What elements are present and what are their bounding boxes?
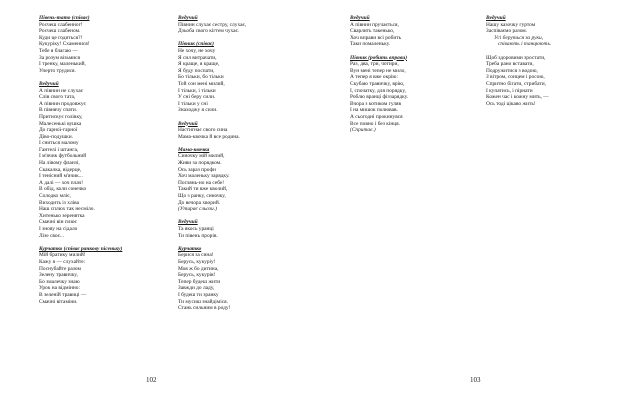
verse-line: Скубаю травичку, врію, — [350, 80, 405, 87]
verse-line: І на мишок полював. — [350, 107, 398, 114]
stanza-gap — [39, 74, 122, 81]
verse-line: Бо змалечку знаю — [39, 278, 80, 285]
verse-line: Синочку мій милий, — [178, 153, 225, 160]
verse-line: Росчеш слабеном. — [39, 28, 81, 35]
verse-line: Зелену травичку, — [39, 272, 78, 279]
verse-line: Півнин слухає сестру, слухає, — [178, 21, 247, 28]
verse-line: Не хочу, не хочу — [178, 47, 216, 54]
verse-line: Подружитися з водою, — [486, 67, 538, 74]
verse-line: Сварлить такенько, — [350, 28, 395, 35]
verse-line: Хитенько зеренятка — [39, 212, 85, 219]
verse-line: Спритно бігати, стрибати, — [486, 80, 546, 87]
column-2 — [178, 15, 246, 312]
verse-line: В обід, коли сонечко — [39, 186, 87, 193]
verse-line: Мій братику милий! — [39, 252, 86, 259]
stanza-gap — [350, 48, 408, 55]
verse-line: Той сон мені милий, — [178, 80, 225, 87]
verse-line: Таки помаленьку. — [350, 41, 391, 48]
verse-line: А півнин продовжує — [39, 100, 86, 107]
column-1 — [39, 15, 122, 305]
stage-note: Усі беруться за руки, — [494, 34, 544, 41]
page-number-left: 102 — [146, 376, 157, 384]
verse-line: І будеш ти зранку — [178, 291, 219, 298]
verse-line: А півнин не слухає — [39, 87, 83, 94]
speaker-label: Курчатко — [178, 245, 202, 252]
speaker-label: Ведучий — [350, 15, 370, 21]
verse-line: Притискує голівку, — [39, 113, 83, 120]
verse-line: Нашу казочку гуртом — [486, 21, 536, 28]
verse-line: Раз, два, три, чотири, — [350, 61, 399, 68]
column-4 — [486, 15, 551, 107]
stage-direction: (Спритає.) — [350, 127, 376, 134]
verse-line: І тенісний м'ячик... — [39, 173, 83, 180]
verse-line: І тільки, і тільки — [178, 87, 216, 94]
verse-line: У сні беру сили. — [178, 94, 216, 101]
verse-line: Бо тільки, бо тільки — [178, 74, 224, 81]
verse-line: Роблю вранці фіззарядку. — [350, 94, 409, 101]
verse-line: Тепер будеш жити — [178, 278, 221, 285]
verse-line: Живи за порядком. — [178, 160, 222, 167]
verse-line: Діво-подушки. — [39, 133, 74, 140]
verse-line: Тебе я благаю — — [39, 47, 78, 54]
verse-line: Слів свого тата, — [39, 94, 76, 101]
verse-line: Вчора з котиком гуляв — [350, 100, 402, 107]
speaker-label: Ведучий — [178, 120, 198, 127]
verse-line: Кажу я — слухайте: — [39, 258, 86, 265]
verse-line: Треба рано вставати, — [486, 61, 534, 68]
verse-line: І знову на сідало — [39, 226, 78, 232]
verse-line: Стань сильним в роду! — [178, 305, 231, 312]
verse-line: Кукуріку! Схаменися! — [39, 41, 90, 48]
verse-line: Я сил витрачати, — [178, 54, 217, 61]
verse-line: Скакалка, відерце, — [39, 166, 82, 173]
verse-line: Берусь, кукурів! — [178, 272, 216, 279]
verse-line: Ось тоді цікаво жить! — [486, 100, 536, 107]
verse-line: А півнин пручається, — [350, 21, 399, 28]
verse-line: Урок на відмінно: — [39, 285, 80, 292]
speaker-label: Ведучий — [178, 15, 198, 21]
verse-line: Лізе своє... — [39, 232, 64, 239]
verse-line: Ти мусиш знайдіміся. — [178, 298, 228, 305]
verse-line: Знаходжу я сили. — [178, 107, 218, 114]
verse-line: Завжди до ладу, — [178, 285, 215, 292]
verse-line: Вун мені тепер не мило, — [350, 67, 406, 74]
speaker-label: Ведучий — [39, 80, 59, 87]
verse-line: Хоч маленьку зарядку. — [178, 173, 230, 180]
verse-line: А сьогодні прокинувся — [350, 113, 403, 120]
verse-line: За розум візьмися — [39, 54, 81, 61]
verse-line: На лівому фланзі, — [39, 160, 80, 167]
verse-line: Берусь, кукуріу! — [178, 258, 216, 265]
verse-line: Берися за сина! — [178, 252, 214, 259]
verse-line: До гарної-гарної — [39, 127, 78, 134]
verse-line: Настигнає свого сина — [178, 127, 228, 134]
verse-line: І м'ячик футбольний — [39, 153, 87, 160]
stanza-gap — [39, 239, 122, 246]
verse-line: Щоб здоровими зростати, — [486, 54, 546, 61]
verse-line: Я краще, я краще, — [178, 61, 220, 68]
verse-line: Смачні він плює — [39, 219, 77, 226]
verse-line: Смачні вітаміни. — [39, 298, 78, 305]
stage-note: співають і танцюють. — [498, 41, 552, 48]
verse-line: Кожен час і кожну мить, — — [486, 94, 549, 101]
verse-line: Такий ти вже кволий, — [178, 186, 228, 193]
verse-line: Заспіваємо разом. — [486, 28, 528, 35]
verse-line: Поснубайте разом — [39, 265, 81, 272]
speaker-label: Півник (робить вправи) — [350, 54, 408, 61]
verse-line: Хоч вправи всі робить — [350, 34, 402, 41]
verse-line: Уперто трудися. — [39, 67, 76, 74]
verse-line: До вечора хворий. — [178, 199, 221, 206]
verse-line: Малесенькі вушка — [39, 120, 82, 127]
speaker-label: Курчатко (співає ранкову пісеньку) — [39, 245, 123, 252]
verse-line: Моя ж бо дитина, — [178, 265, 219, 272]
speaker-label: Ведучий — [178, 219, 198, 226]
verse-line: І сниться малому — [39, 140, 79, 147]
verse-line: І тренку, маленький, — [39, 61, 86, 68]
stage-direction: (Утирає сльози.) — [178, 206, 217, 213]
verse-line: Та якось уранці — [178, 226, 214, 232]
verse-line: В півнячу спати. — [39, 107, 78, 114]
speaker-label: Ведучий — [486, 15, 506, 21]
verse-line: І, спочатку, для порядку, — [350, 87, 406, 94]
verse-line: Ось зараз профи — [178, 166, 216, 173]
verse-line: З вітром, сонцем і росою, — [486, 74, 545, 81]
verse-line: Куди це годиться?! — [39, 34, 83, 41]
verse-line: Мама-квочка й все родина. — [178, 133, 240, 140]
stanza-gap — [486, 48, 551, 55]
verse-line: Ти півень прорів. — [178, 232, 218, 239]
stanza-gap — [178, 114, 246, 121]
speaker-label: Мама-квочка — [178, 146, 210, 153]
speaker-label: Півень-тато (співає) — [39, 15, 90, 21]
verse-line: Дзьоба свого кігтем чухає. — [178, 28, 240, 35]
verse-line: Поглянь-но на себе! — [178, 179, 225, 186]
verse-line: В зеленій травиці — — [39, 291, 87, 298]
verse-line: Гантелі і штанга, — [39, 146, 79, 153]
verse-line: І купатись, і пірнати — [486, 87, 533, 94]
stanza-gap — [178, 140, 246, 147]
page-number-right: 103 — [470, 376, 481, 384]
verse-line: Виходить із хліва — [39, 199, 80, 206]
verse-line: Я буду поспати, — [178, 67, 215, 74]
verse-line: І тільки у сні — [178, 100, 208, 107]
verse-line: Солодко мліє, — [39, 193, 71, 200]
verse-line: А далі — хоч плач! — [39, 179, 84, 186]
verse-line: Все повно і без кінця. — [350, 120, 401, 127]
stanza-gap — [178, 239, 246, 246]
verse-line: Наш сплюх так несміло. — [39, 206, 95, 213]
verse-line: Росчеш слабенног! — [39, 21, 83, 28]
speaker-label: Півник (співає) — [178, 41, 214, 48]
column-3 — [350, 15, 408, 134]
verse-line: А тепер я вже окрію: — [350, 74, 398, 81]
verse-line: Що з ранку, синочку, — [178, 193, 226, 200]
